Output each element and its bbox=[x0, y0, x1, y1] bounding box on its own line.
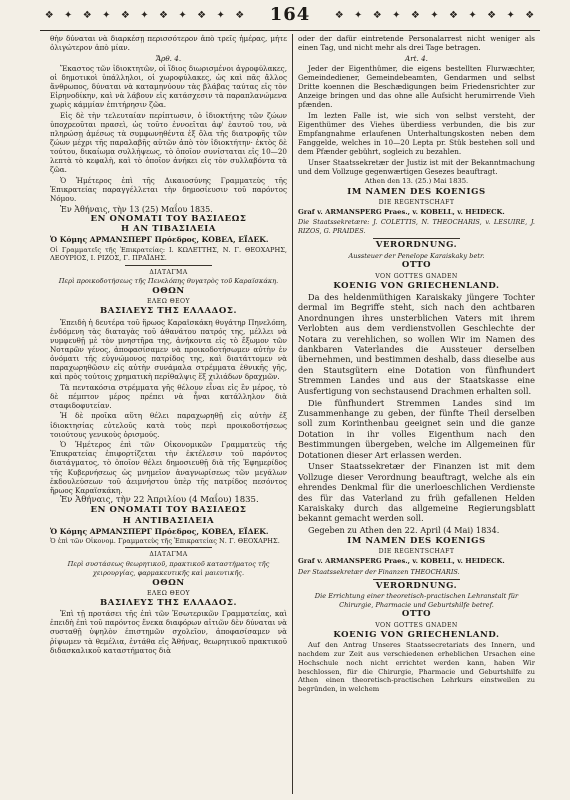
section-rule bbox=[373, 238, 460, 239]
king-name: ΟΘΩΝ bbox=[152, 577, 185, 588]
german-paragraph: Die fünfhundert Stremmen Landes sind im Zusammenhange zu geben, der fünfte Theil derselben soll zum Korinthenbau geeignet sein und die ganze Dotation in ihr volles Eigenthum nach den Bestimmungen übergeben, welche im Allgemeinen für Dotationen dieser Art erlassen werden. bbox=[298, 397, 535, 460]
greek-signatories-secretaries: Οἱ Γραμματεῖς τῆς Ἐπικρατείας: Ι. ΚΩΛΕΤΤΗΣ, Ν. Γ. ΘΕΟΧΑΡΗΣ, ΛΕΟΥΡΙΟΣ, Ι. ΡΙΖΟΣ, Γ. ΠΡΑΪΔΗΣ. bbox=[50, 245, 287, 263]
german-paragraph: Unser Staatssekretær der Justiz ist mit der Bekanntmachung und dem Vollzuge gegenwærtigen Gesezes beauftragt. bbox=[298, 157, 535, 176]
german-paragraph: Da des heldenmüthigen Karaiskaky jüngere Tochter dermal im Begriffe steht, sich nach den achtbaren Anordnungen ihres unsterblichen Vaters mit ihrem Verlobten aus dem verdienstvollen Geschlechte der Notara zu verehlichen, so wollen Wir im Namen des dankbaren Vaterlandes die Aussteuer derselben übernehmen, und bestimmen deshalb, dass dieselbe aus den Stautsgütern eine Dotation von fünfhundert Stremmen Landes und aus der Staatskasse eine Ausfertigung von sechstausend Drachmen erhalten soll. bbox=[298, 291, 535, 396]
king-name: OTTO bbox=[401, 260, 432, 271]
ordinance-heading: VERORDNUNG. bbox=[375, 240, 458, 251]
greek-date: Ἐν Ἀθήναις, τὴν 13 (25) Μαΐου 1835. bbox=[60, 204, 213, 214]
header-ornament-left: ❖ ✦ ❖ ✦ ❖ ✦ ❖ ✦ ❖ ✦ ❖ bbox=[44, 9, 246, 21]
german-paragraph: Jeder der Eigenthümer, die eigens bestellten Flurwæchter, Gemeindediener, Gemeindebeamten, Gendarmen und selbst Dritte koennen die Beschædigungen beim Friedensrichter zur Anzeige bringen und das ohne alle Aufsicht herumirrende Vieh pfænden. bbox=[298, 63, 535, 110]
german-heading: IM NAMEN DES KOENIGS bbox=[347, 536, 486, 547]
german-date: Athen den 13. (25.) Mai 1835. bbox=[364, 177, 469, 186]
ordinance-subject: Die Errichtung einer theoretisch-practischen Lehranstalt für Chirurgie, Pharmacie und Geburtshilfe betref. bbox=[314, 591, 519, 609]
greek-paragraph: Τὰ πεντακόσια στρέμματα γῆς θέλουν εἶναι εἰς ἓν μέρος, τὸ δὲ πέμπτον μέρος πρέπει νὰ ἦναι κατάλληλον διὰ σταφιδοφυτείαν. bbox=[50, 382, 287, 410]
greek-paragraph: Ὁ Ἡμέτερος ἐπὶ τῆς Δικαιοσύνης Γραμματεὺς τῆς Ἐπικρατείας παραγγέλλεται τὴν δημοσίευσιν τοῦ παρόντος Νόμου. bbox=[50, 175, 287, 204]
page-header bbox=[40, 4, 540, 28]
greek-column bbox=[50, 34, 287, 794]
german-signatories-secretary: Der Staatssekretær der Finanzen THEOCHARIS. bbox=[298, 567, 460, 576]
decree-heading: ΔΙΑΤΑΓΜΑ bbox=[149, 268, 188, 276]
german-signatories: Graf v. ARMANSPERG Praes., v. KOBELL, v. HEIDECK. bbox=[298, 557, 505, 566]
king-title: ΒΑΣΙΛΕΥΣ ΤΗΣ ΕΛΛΑΔΟΣ. bbox=[99, 306, 238, 317]
ordinance-heading: VERORDNUNG. bbox=[375, 580, 458, 591]
greek-heading: ΕΝ ΟΝΟΜΑΤΙ ΤΟΥ ΒΑΣΙΛΕΩΣ bbox=[90, 505, 247, 516]
greek-paragraph: Ὁ Ἡμέτερος ἐπὶ τῶν Οἰκονομικῶν Γραμματεὺς τῆς Ἐπικρατείας ἐπιφορτίζεται τὴν ἐκτέλεσιν τοῦ παρόντος διατάγματος, τὸ ὁποῖον θέλει δημοσιευθῇ διὰ τῆς Ἐφημερίδος τῆς Κυβερνήσεως ὡς μνημεῖον ἀναγνωρίσεως τῶν μεγάλων ἐκδουλεύσεων τοῦ ἀειμνήστου ὑπὲρ τῆς πατρίδος πεσόντος ἥρωος Καραϊσκάκη. bbox=[50, 440, 287, 495]
german-regency: DIE REGENTSCHAFT bbox=[378, 199, 455, 207]
greek-article-heading: Ἄρθ. 4. bbox=[155, 53, 182, 63]
german-heading: IM NAMEN DES KOENIGS bbox=[347, 187, 486, 197]
greek-signatories: Ὁ Κόμης ΑΡΜΑΝΣΠΕΡΓ Πρόεδρος, ΚΟΒΕΛ, ΕΪΔΕΚ. bbox=[50, 526, 269, 536]
king-title: ΒΑΣΙΛΕΥΣ ΤΗΣ ΕΛΛΑΔΟΣ. bbox=[99, 598, 238, 609]
greek-paragraph: Ἐπὶ τῇ προτάσει τῆς ἐπὶ τῶν Ἐσωτερικῶν Γραμματείας, καὶ ἐπειδὴ ἐπὶ τοῦ παρόντος ἕνεκα διαφόρων αἰτιῶν δὲν δύναται νὰ συσταθῇ ὑψηλὸν ἐπιστημῶν σχολεῖον, ἀποφασίσαμεν νὰ ῥίψωμεν τὰ θεμέλια, ἐντάθα εἰς Ἀθήνας, θεωρητικοῦ πρακτικοῦ διδασκαλικοῦ καταστήματος διὰ bbox=[50, 609, 287, 655]
header-ornament-right: ❖ ✦ ❖ ✦ ❖ ✦ ❖ ✦ ❖ ✦ ❖ bbox=[334, 9, 536, 21]
king-title: KOENIG VON GRIECHENLAND. bbox=[333, 630, 500, 641]
greek-paragraph: Εἰς δὲ τὴν τελευταίαν περίπτωσιν, ὁ ἰδιοκτήτης τῶν ζώων ὑποχρεοῦται πρασεὶ, ὡς τοῦτο ἐννοεῖται ἀφ' ἑαυτοῦ του, νὰ πληρώσῃ ἀμέσως τὰ συμφωνηθέντα ἐξ ὅλα τῆς διατροφῆς τῶν ζώων μέχρι τῆς παραλαβῆς αὐτῶν ἀπὸ τὸν ἰδιοκτήτην· ἐκτὸς δὲ τούτου, δικαίωμα συλλήψεως, τὸ ὁποῖον συνίσταται εἰς 10—20 λεπτὰ τὸ κεφαλὴ, καὶ τὸ ὁποῖον ἀνήκει εἰς τὸν συλλαβόντα τὰ ζῶα. bbox=[50, 110, 287, 175]
king-name: OTTO bbox=[401, 609, 432, 620]
column-divider bbox=[292, 34, 293, 794]
greek-heading: Η ΑΝ ΤΙΒΑΣΙΛΕΙΑ bbox=[120, 224, 217, 235]
grace-of-god: ΕΛΕΩ ΘΕΟΥ bbox=[147, 590, 190, 598]
section-rule bbox=[125, 265, 212, 266]
german-paragraph: Unser Staatssekretær der Finanzen ist mit dem Vollzuge dieser Verordnung beauftragt, welche als ein ehrendes Denkmal für die unerloeschlichen Verdienste des für das Vaterland zu früh gefallenen Helden Karaiskaky durch das allgemeine Regierungsblatt bekannt gemacht werden soll. bbox=[298, 461, 535, 524]
greek-paragraph: Ἕκαστος τῶν ἰδιοκτητῶν, οἱ ἴδιος διωρισμένοι ἀγροφύλακες, οἱ δημοτικοὶ ὑπάλληλοι, οἱ χωροφύλακες, ὡς καὶ πᾶς ἄλλος ἄνθρωπος, δύναται νὰ καταμηνύουν τὰς βλάβας ταύτας εἰς τὸν Εἰρηνοδίκην, καὶ νὰ λάβουν εἰς κατάσχεσιν τὰ παραπλανώμενα χωρὶς κάμμίαν ἐπιτήρησιν ζῶα. bbox=[50, 63, 287, 110]
german-date: Gegeben zu Athen den 22. April (4 Mai) 1834. bbox=[308, 525, 500, 536]
section-rule bbox=[125, 547, 212, 548]
greek-heading: Η ΑΝΤΙΒΑΣΙΛΕΙΑ bbox=[122, 515, 215, 526]
ordinance-subject: Aussteuer der Penelope Karaiskaky betr. bbox=[348, 251, 485, 260]
german-paragraph: Auf den Antrag Unseres Staatssecretariats des Innern, und nachdem zur Zeit aus verschiedenen erheblichen Ursachen eine Hochschule noch nicht errichtet werden kann, haben Wir beschlossen, für die Chirurgie, Pharmacie und Geburtshilfe zu Athen einen theoretisch-practischen Lehrkurs einstweilen zu begründen, in welchem bbox=[298, 641, 535, 694]
greek-paragraph: θὴν δύναται νὰ διαρκέσῃ περισσότερον ἀπὸ τρεῖς ἡμέρας, μήτε ὀλιγώτερον ἀπὸ μίαν. bbox=[50, 34, 287, 53]
page-number: 164 bbox=[269, 4, 311, 25]
german-paragraph: oder der dafür eintretende Personalarrest nicht weniger als einen Tag, und nicht mehr als drei Tage betragen. bbox=[298, 34, 535, 53]
greek-date: Ἐν Ἀθήναις, τὴν 22 Ἀπριλίου (4 Μαΐου) 1835. bbox=[60, 495, 259, 506]
german-paragraph: Im lezten Falle ist, wie sich von selbst versteht, der Eigenthümer des Viehes überdiess verbunden, die bis zur Empfangnahme erlaufenen Unterhaltungskosten neben dem Fanggelde, welches in 10—20 Lepta pr. Stük bestehen soll und dem Pfænder gebührt, sogleich zu bezahlen. bbox=[298, 110, 535, 157]
decree-subject: Περὶ προικοδοτήσεως τῆς Πενελόπης θυγατρὸς τοῦ Καραϊσκάκη. bbox=[58, 277, 279, 286]
greek-signatories-secretary: Ὁ ἐπὶ τῶν Οἰκονομ. Γραμματεὺς τῆς Ἐπικρατείας Ν. Γ. ΘΕΟΧΑΡΗΣ. bbox=[50, 536, 280, 545]
grace-of-god: VON GOTTES GNADEN bbox=[375, 622, 458, 630]
german-signatories: Graf v. ARMANSPERG Praes., v. KOBELL, v. HEIDECK. bbox=[298, 208, 505, 217]
king-title: KOENIG VON GRIECHENLAND. bbox=[333, 280, 500, 291]
greek-heading: ΕΝ ΟΝΟΜΑΤΙ ΤΟΥ ΒΑΣΙΛΕΩΣ bbox=[90, 214, 247, 225]
decree-heading: ΔΙΑΤΑΓΜΑ bbox=[149, 551, 188, 559]
grace-of-god: ΕΛΕΩ ΘΕΟΥ bbox=[147, 298, 190, 306]
german-regency: DIE REGENTSCHAFT bbox=[378, 548, 455, 556]
greek-paragraph: Ἡ δὲ προῖκα αὕτη θέλει παραχωρηθῇ εἰς αὐτὴν ἐξ ἰδιοκτησίας εὐτελοῦς κατὰ τοὺς περὶ προικοδοτήσεως τοιούτους γενικοὺς ὁρισμούς. bbox=[50, 411, 287, 439]
grace-of-god: VON GOTTES GNADEN bbox=[375, 272, 458, 280]
greek-paragraph: Ἐπειδὴ ἡ δευτέρα τοῦ ἥρωος Καραϊσκάκη θυγάτηρ Πηνελόπη, ἐνδόμενη τὰς διαταγὰς τοῦ ἀθανάτου πατρός της, μέλλει νὰ νυμφευθῇ μὲ τὸν μνηστῆρα της, ἀνήκοντα εἰς τὸ ἔξωμον τῶν Νοταρῶν γένος, ἀποφασίσαμεν νὰ προικοδοτήσωμεν αὐτὴν ἐν ὀνόματι τῆς εὐγνώμονος πατρίδος της, καὶ διατάττομεν νὰ παραχωρηθῶσιν εἰς αὐτὴν συνάμαλα στρέμματα ἐθνικῆς γῆς, καὶ πρὸς τούτοις χρηματικὴ περίθαλψις ἕξ χιλιάδων δραχμῶν. bbox=[50, 317, 287, 382]
header-rule bbox=[40, 30, 540, 31]
king-name: ΟΘΩΝ bbox=[152, 286, 185, 297]
decree-subject: Περὶ συστάσεως θεωρητικοῦ, πρακτικοῦ καταστήματος τῆς χειρουργίας, φαρμακευτικῆς καὶ μαιευτικῆς. bbox=[67, 559, 270, 577]
greek-signatories: Ὁ Κόμης ΑΡΜΑΝΣΠΕΡΓ Πρόεδρος, ΚΟΒΕΛ, ΕΪΔΕΚ. bbox=[50, 235, 269, 245]
german-signatories-secretaries: Die Staatssekretære: J. COLETTIS, N. THEOCHARIS, v. LESUIRE, J. RIZOS, G. PRAIDES. bbox=[298, 218, 535, 236]
german-article-heading: Art. 4. bbox=[405, 53, 428, 63]
german-column bbox=[298, 34, 535, 794]
section-rule bbox=[373, 579, 460, 580]
